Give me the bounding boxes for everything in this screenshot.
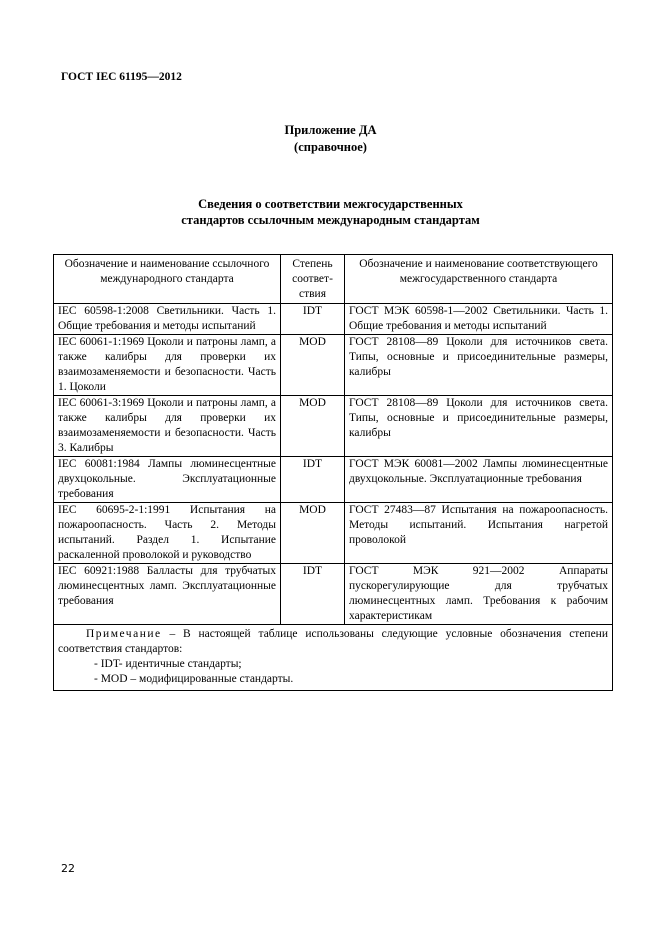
appendix-title: Приложение ДА bbox=[284, 123, 377, 137]
table-row bbox=[54, 335, 613, 396]
table-header-row bbox=[54, 255, 613, 304]
cell-international: IEC 60061-3:1969 Цоколи и патроны ламп, а также калибры для проверки их взаимозаменяемости и безопасности. Часть 3. Калибры bbox=[54, 396, 281, 457]
cell-degree: MOD bbox=[281, 335, 345, 396]
cell-gost: ГОСТ 28108—89 Цоколи для источников света. Типы, основные и присоединительные размеры, калибры bbox=[345, 396, 613, 457]
note-text: – В настоящей таблице использованы следующие условные обозначения степени соответствия стандартов: bbox=[58, 628, 608, 655]
header-interstate-standard: Обозначение и наименование соответствующего межгосударственного стандарта bbox=[345, 255, 613, 304]
table-row bbox=[54, 503, 613, 564]
table-row bbox=[54, 457, 613, 503]
table-row bbox=[54, 396, 613, 457]
header-degree: Степень соответ-ствия bbox=[281, 255, 345, 304]
header-international-standard: Обозначение и наименование ссылочного международного стандарта bbox=[54, 255, 281, 304]
appendix-subtitle: (справочное) bbox=[294, 140, 367, 154]
table-row bbox=[54, 564, 613, 625]
cell-degree: MOD bbox=[281, 503, 345, 564]
note-label: Примечание bbox=[86, 628, 162, 640]
cell-gost: ГОСТ 28108—89 Цоколи для источников света. Типы, основные и присоединительные размеры, калибры bbox=[345, 335, 613, 396]
cell-international: IEC 60598-1:2008 Светильники. Часть 1. Общие требования и методы испытаний bbox=[54, 304, 281, 335]
table-note-row bbox=[54, 625, 613, 691]
cell-degree: IDT bbox=[281, 457, 345, 503]
cell-gost: ГОСТ МЭК 60598-1—2002 Светильники. Часть 1. Общие требования и методы испытаний bbox=[345, 304, 613, 335]
cell-gost: ГОСТ 27483—87 Испытания на пожароопасность. Методы испытаний. Испытания нагретой проволокой bbox=[345, 503, 613, 564]
cell-international: IEC 60695-2-1:1991 Испытания на пожароопасность. Часть 2. Методы испытаний. Раздел 1. Испытание раскаленной проволокой и руководство bbox=[54, 503, 281, 564]
document-id: ГОСТ IEC 61195—2012 bbox=[61, 71, 182, 83]
cell-degree: MOD bbox=[281, 396, 345, 457]
cell-gost: ГОСТ МЭК 60081—2002 Лампы люминесцентные двухцокольные. Эксплуатационные требования bbox=[345, 457, 613, 503]
cell-degree: IDT bbox=[281, 564, 345, 625]
cell-international: IEC 60061-1:1969 Цоколи и патроны ламп, а также калибры для проверки их взаимозаменяемости и безопасности. Часть 1. Цоколи bbox=[54, 335, 281, 396]
page-number: 22 bbox=[61, 862, 75, 875]
correspondence-table bbox=[53, 254, 613, 691]
table-row bbox=[54, 304, 613, 335]
cell-degree: IDT bbox=[281, 304, 345, 335]
table-note bbox=[54, 625, 613, 691]
note-item-mod: - MOD – модифицированные стандарты. bbox=[94, 673, 294, 685]
cell-international: IEC 60081:1984 Лампы люминесцентные двухцокольные. Эксплуатационные требования bbox=[54, 457, 281, 503]
section-title-line-1: Сведения о соответствии межгосударственных bbox=[198, 197, 463, 211]
section-title-line-2: стандартов ссылочным международным стандартам bbox=[181, 213, 480, 227]
note-item-idt: - IDT- идентичные стандарты; bbox=[94, 658, 242, 670]
cell-gost: ГОСТ МЭК 921—2002 Аппараты пускорегулирующие для трубчатых люминесцентных ламп. Требования к рабочим характеристикам bbox=[345, 564, 613, 625]
cell-international: IEC 60921:1988 Балласты для трубчатых люминесцентных ламп. Эксплуатационные требования bbox=[54, 564, 281, 625]
